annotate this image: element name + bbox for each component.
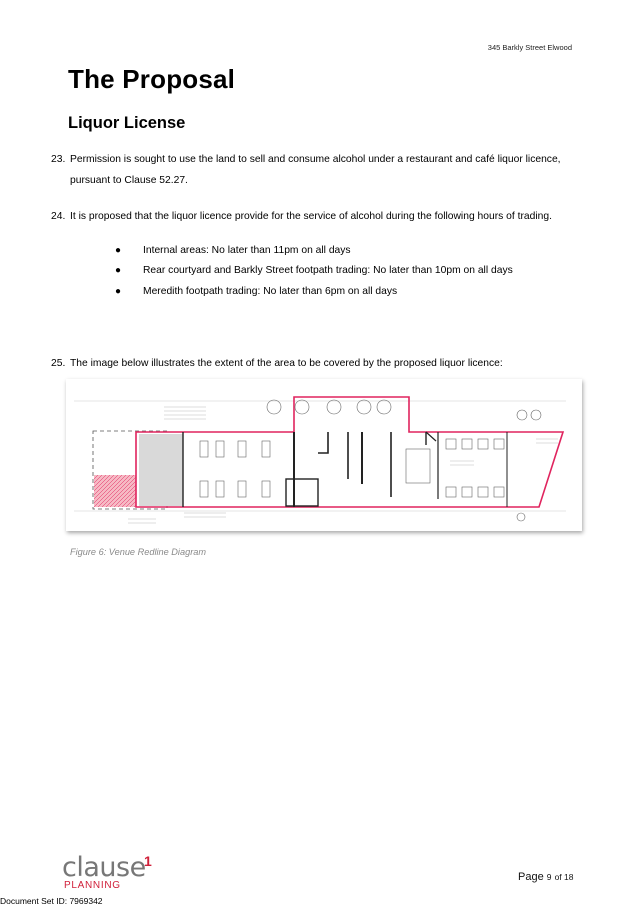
bullet-icon: ● [115,265,122,277]
paragraph-25 [51,353,581,374]
clause1-planning-logo [60,852,160,894]
logo-superscript: 1 [144,853,152,869]
wall [318,432,328,453]
page-title: The Proposal [68,64,236,94]
document-set-id: Document Set ID: 7969342 [0,896,103,906]
page-current: 9 [546,872,552,882]
list-item-text: Internal areas: No later than 11pm on all days [143,244,351,256]
bullet-icon: ● [115,285,122,297]
venue-redline-diagram [66,379,582,531]
hatched-area [94,475,136,507]
list-item-text: Meredith footpath trading: No later than 6pm on all days [143,285,398,297]
store-room [286,479,318,506]
page-total: of 18 [554,872,574,882]
paragraph-number: 24. [51,211,66,222]
furniture [200,400,541,521]
paragraph-number: 25. [51,358,66,369]
paragraph-text: It is proposed that the liquor licence provide for the service of alcohol during the following hours of trading. [70,211,552,222]
page-label: Page [518,871,544,883]
list-item-text: Rear courtyard and Barkly Street footpath trading: No later than 10pm on all days [143,265,513,277]
figure-caption: Figure 6: Venue Redline Diagram [70,547,207,557]
paragraph-24 [51,206,581,227]
paragraph-text: Permission is sought to use the land to sell and consume alcohol under a restaurant and café liquor licence, [70,154,561,165]
trading-hours-list [115,240,513,302]
list-item [115,261,513,282]
paragraph-number: 23. [51,154,66,165]
annotation-lines [128,407,558,523]
paragraph-text: The image below illustrates the extent of the area to be covered by the proposed liquor licence: [70,358,503,369]
list-item [115,240,513,261]
door-swing [426,432,436,441]
page-number [518,871,573,883]
section-heading: Liquor License [68,114,186,132]
paragraph-text-continued: pursuant to Clause 52.27. [70,175,188,186]
shaded-area [139,434,183,506]
header-address: 345 Barkly Street Elwood [487,43,572,52]
floor-plan-drawing [66,379,582,531]
list-item [115,281,513,302]
paragraph-23 [51,149,581,191]
bullet-icon: ● [115,244,122,256]
logo-word: clause [62,852,146,883]
logo-subtitle: PLANNING [64,880,121,891]
